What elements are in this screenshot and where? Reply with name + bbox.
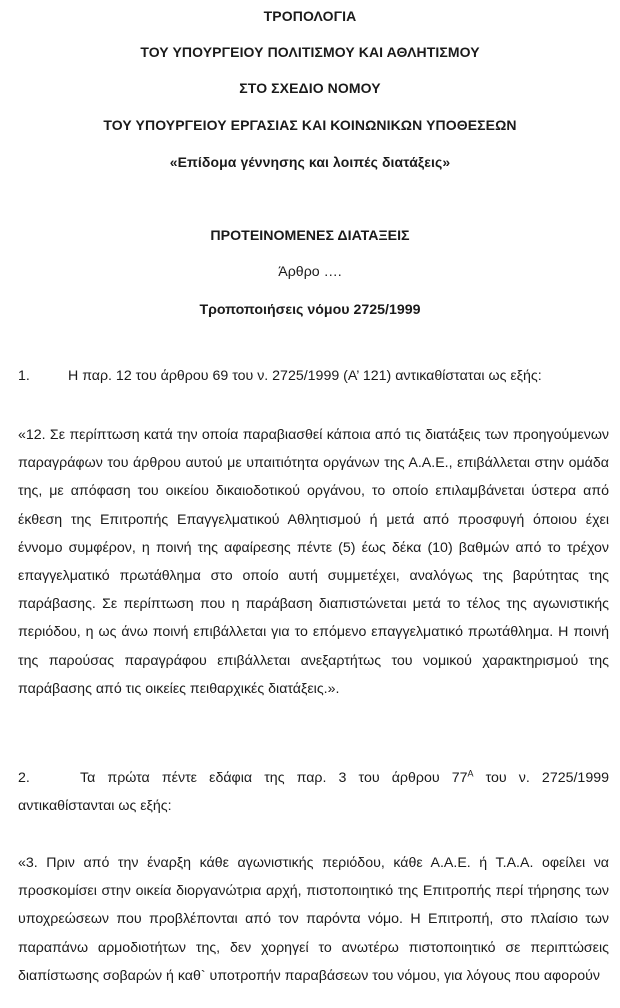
item-2-intro-text: Τα πρώτα πέντε εδάφια της παρ. 3 του άρθρου 77 bbox=[80, 770, 468, 786]
header-title: ΤΡΟΠΟΛΟΓΙΑ bbox=[263, 8, 357, 24]
item-1-number: 1. bbox=[18, 368, 30, 384]
item-1-intro-text: Η παρ. 12 του άρθρου 69 του ν. 2725/1999 (Α’ 121) αντικαθίσταται ως εξής: bbox=[68, 368, 542, 384]
item-2-quote: «3. Πριν από την έναρξη κάθε αγωνιστικής περιόδου, κάθε Α.Α.Ε. ή Τ.Α.Α. οφείλει να προσκομίσει στην οικεία διοργανώτρια αρχή, πιστοποιητικό της Επιτροπής περί τήρησης των υποχρεώσεων που προβλέπονται από τον παρόντα νόμο. Η Επιτροπή, στο πλαίσιο των παραπάνω αρμοδιοτήτων της, δεν χορηγεί το ανωτέρω πιστοποιητικό σε περιπτώσεις διαπίστωσης σοβαρών ή καθ` υποτροπήν παραβάσεων του νόμου, για λόγους που αφορούν bbox=[18, 855, 609, 984]
item-1-quote: «12. Σε περίπτωση κατά την οποία παραβιασθεί κάποια από τις διατάξεις των προηγούμενων παραγράφων του άρθρου αυτού με υπαιτιότητα οργάνων της Α.Α.Ε., επιβάλλεται στην ομάδα της, με απόφαση του οικείου δικαιοδοτικού οργάνου, το οποίο επιλαμβάνεται ύστερα από έκθεση της Επιτροπής Επαγγελματικού Αθλητισμού ή μετά από προσφυγή όποιου έχει έννομο συμφέρον, η ποινή της αφαίρεσης πέντε (5) έως δέκα (10) βαθμών από το τρέχον επαγγελματικό πρωτάθλημα στο οποίο αυτή συμμετέχει, αναλόγως της βαρύτητας της παράβασης. Σε περίπτωση που η παράβαση διαπιστώνεται μετά το τέλος της αγωνιστικής περιόδου, η ως άνω ποινή επιβάλλεται για το επόμενο επαγγελματικό πρωτάθλημα. Η ποινή της παρούσας παραγράφου επιβάλλεται ανεξαρτήτως του νομικού χαρακτηρισμού της παράβασης από τις οικείες πειθαρχικές διατάξεις.». bbox=[18, 427, 609, 697]
item-2-intro bbox=[18, 764, 609, 820]
section-title: ΠΡΟΤΕΙΝΟΜΕΝΕΣ ΔΙΑΤΑΞΕΙΣ bbox=[210, 228, 410, 244]
header-bill: ΣΤΟ ΣΧΕΔΙΟ ΝΟΜΟΥ bbox=[239, 80, 381, 96]
article-title: Τροποποιήσεις νόμου 2725/1999 bbox=[199, 302, 421, 318]
item-2-intro-superscript: Α bbox=[467, 768, 474, 779]
item-1-intro bbox=[18, 362, 609, 390]
header-bill-ministry: ΤΟΥ ΥΠΟΥΡΓΕΙΟΥ ΕΡΓΑΣΙΑΣ ΚΑΙ ΚΟΙΝΩΝΙΚΩΝ ΥΠΟΘΕΣΕΩΝ bbox=[103, 117, 517, 133]
item-2-intro-text-end: του ν. 2725/1999 αντικαθίστανται ως εξής: bbox=[18, 770, 609, 814]
header-ministry: ΤΟΥ ΥΠΟΥΡΓΕΙΟΥ ΠΟΛΙΤΙΣΜΟΥ ΚΑΙ ΑΘΛΗΤΙΣΜΟΥ bbox=[140, 44, 480, 60]
item-2-number: 2. bbox=[18, 770, 30, 786]
header-subtitle: «Επίδομα γέννησης και λοιπές διατάξεις» bbox=[169, 154, 451, 170]
article-number: Άρθρο …. bbox=[278, 264, 342, 280]
